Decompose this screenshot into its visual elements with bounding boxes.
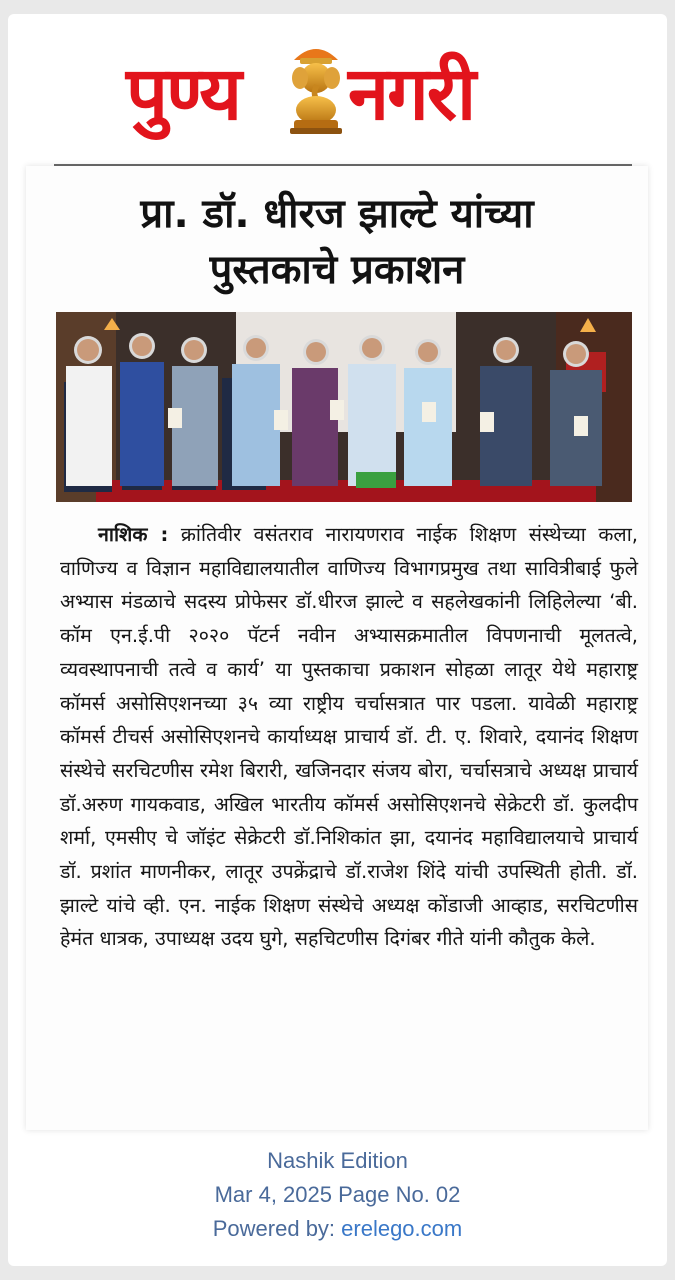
article-dateline: नाशिक : [98, 523, 169, 546]
newspaper-masthead [8, 36, 667, 156]
masthead-name-right: नगरी [348, 51, 475, 137]
powered-by-label: Powered by: [212, 1216, 342, 1241]
masthead-name-left: पुण्य [126, 51, 241, 137]
article-clipping [26, 166, 648, 1130]
powered-by-line [8, 1212, 667, 1246]
edition-date-page: Mar 4, 2025 Page No. 02 [214, 1182, 461, 1207]
edition-name: Nashik Edition [267, 1148, 408, 1173]
article-body-text: क्रांतिवीर वसंतराव नारायणराव नाईक शिक्षण संस्थेच्या कला, वाणिज्य व विज्ञान महाविद्यालयातील वाणिज्य विभागप्रमुख तथा सावित्रीबाई फुले अभ्यास मंडळाचे सदस्य प्रोफेसर डॉ.धीरज झाल्टे व सहलेखकांनी लिहिलेल्या ‘बी. कॉम एन.ई.पी २०२० पॅटर्न नवीन अभ्यासक्रमातील विपणनाची मूलतत्वे, व्यवस्थापनाची तत्वे व कार्य’ या पुस्तकाचा प्रकाशन सोहळा लातूर येथे महाराष्ट्र कॉमर्स असोसिएशनच्या ३५ व्या राष्ट्रीय चर्चासत्रात पार पडला. यावेळी महाराष्ट्र कॉमर्स टीचर्स असोसिएशनचे कार्याध्यक्ष प्राचार्य डॉ. टी. ए. शिवारे, दयानंद शिक्षण संस्थेचे सरचिटणीस रमेश बिरारी, खजिनदार संजय बोरा, चर्चासत्राचे अध्यक्ष प्राचार्य डॉ.अरुण गायकवाड, अखिल भारतीय कॉमर्स असोसिएशनचे सेक्रेटरी डॉ. कुलदीप शर्मा, एमसीए चे जॉइंट सेक्रेटरी डॉ.निशिकांत झा, दयानंद महाविद्यालयाचे प्राचार्य डॉ. प्रशांत माणनीकर, लातूर उपक्रेंद्राचे डॉ.राजेश शिंदे यांची उपस्थिती होती. डॉ. झाल्टे यांचे व्ही. एन. नाईक शिक्षण संस्थेचे अध्यक्ष कोंडाजी आव्हाड, सरचिटणीस हेमंत धात्रक, उपाध्यक्ष उदय घुगे, सहचिटणीस दिगंबर गीते यांनी कौतुक केले. [60, 523, 639, 951]
edition-footer [8, 1144, 667, 1246]
headline-line-1: प्रा. डॉ. धीरज झाल्टे यांच्या [140, 191, 534, 237]
powered-by-link[interactable]: erelego.com [341, 1216, 463, 1241]
clipping-card [8, 14, 667, 1266]
article-headline [26, 186, 648, 298]
book-launch-photo [56, 312, 632, 502]
article-body [60, 518, 638, 956]
ganesha-idol-icon [284, 38, 348, 138]
headline-line-2: पुस्तकाचे प्रकाशन [209, 247, 465, 293]
